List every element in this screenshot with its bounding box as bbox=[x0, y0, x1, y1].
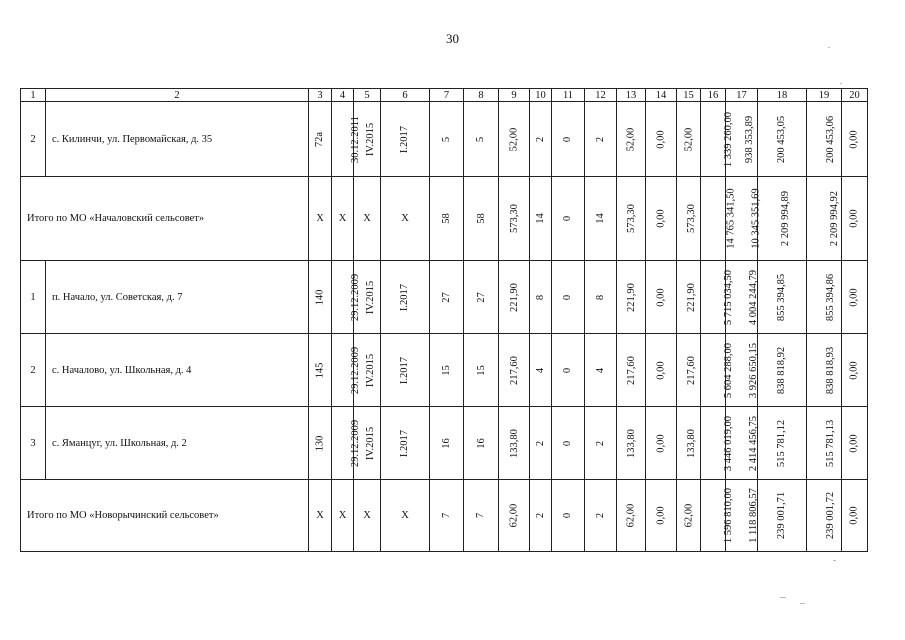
cell-value: 0 bbox=[562, 294, 574, 300]
cell-value: X bbox=[401, 213, 409, 224]
cell-col-12 bbox=[585, 480, 617, 552]
cell-col-9 bbox=[499, 480, 530, 552]
cell-col-7 bbox=[430, 177, 464, 261]
cell-value: 217,60 bbox=[508, 355, 520, 385]
cell-col-8 bbox=[464, 102, 499, 177]
cell-value: 515 781,12 bbox=[776, 419, 788, 467]
cell-col-18 bbox=[758, 102, 807, 177]
cell-value: 52,00 bbox=[625, 127, 637, 151]
cell-col-6 bbox=[381, 177, 430, 261]
header-cell: 15 bbox=[677, 89, 701, 102]
address-cell: с. Килинчи, ул. Первомайская, д. 35 bbox=[46, 102, 309, 177]
cell-value: 145 bbox=[314, 362, 326, 378]
cell-col-6 bbox=[381, 480, 430, 552]
cell-value: 2 bbox=[595, 136, 606, 142]
cell-value: 0,00 bbox=[655, 433, 667, 453]
total-row bbox=[21, 480, 868, 552]
cell-value: X bbox=[401, 510, 409, 521]
cell-col-9 bbox=[499, 407, 530, 480]
cell-col-10 bbox=[530, 480, 552, 552]
cell-col-15 bbox=[677, 177, 701, 261]
cell-value: 573,30 bbox=[508, 204, 520, 233]
cell-value: 0 bbox=[562, 512, 574, 519]
address-cell: с. Началово, ул. Школьная, д. 4 bbox=[46, 334, 309, 407]
cell-col-8 bbox=[464, 407, 499, 480]
cell-value: 0,00 bbox=[849, 209, 860, 228]
cell-col-19 bbox=[807, 480, 842, 552]
cell-value: I.2017 bbox=[399, 356, 411, 384]
cell-col-10 bbox=[530, 102, 552, 177]
cell-value: 1 339 260,00 bbox=[723, 111, 735, 167]
cell-value: 573,30 bbox=[685, 204, 697, 233]
cell-col-12 bbox=[585, 407, 617, 480]
cell-col-20 bbox=[842, 334, 868, 407]
cell-value: 4 004 244,79 bbox=[748, 269, 760, 325]
cell-value: X bbox=[316, 213, 324, 224]
cell-col-3 bbox=[309, 261, 332, 334]
table-row bbox=[21, 102, 868, 177]
cell-value: 7 bbox=[441, 512, 452, 519]
cell-value: 27 bbox=[441, 291, 452, 303]
cell-value: 16 bbox=[475, 437, 487, 449]
cell-col-7 bbox=[430, 480, 464, 552]
cell-col-12 bbox=[585, 102, 617, 177]
cell-value: 2 209 994,92 bbox=[829, 190, 841, 247]
cell-value: IV.2015 bbox=[365, 426, 377, 460]
cell-value: IV.2015 bbox=[365, 353, 377, 387]
cell-value: 15 bbox=[475, 364, 487, 376]
cell-value: 5 715 034,50 bbox=[723, 269, 735, 325]
cell-col-8 bbox=[464, 177, 499, 261]
cell-col-16 bbox=[701, 261, 735, 334]
cell-value: 0,00 bbox=[849, 360, 860, 380]
cell-col-6 bbox=[381, 102, 430, 177]
cell-col-18 bbox=[758, 261, 807, 334]
cell-col-16 bbox=[701, 177, 737, 261]
cell-value: 3 926 650,15 bbox=[748, 342, 760, 398]
cell-value: 217,60 bbox=[625, 355, 637, 385]
cell-value: 4 bbox=[595, 367, 606, 373]
cell-value: 0,00 bbox=[849, 287, 860, 307]
cell-value: 221,90 bbox=[508, 282, 520, 312]
cell-value: 14 765 341,50 bbox=[725, 188, 737, 249]
cell-value: 7 bbox=[475, 512, 487, 519]
cell-col-16 bbox=[701, 334, 735, 407]
scan-speck bbox=[833, 560, 836, 561]
cell-col-12 bbox=[585, 261, 617, 334]
cell-col-10 bbox=[530, 334, 552, 407]
cell-col-3 bbox=[309, 334, 332, 407]
cell-value: 938 353,89 bbox=[744, 115, 756, 163]
cell-col-7 bbox=[430, 102, 464, 177]
cell-value: 573,30 bbox=[625, 204, 637, 233]
cell-col-15 bbox=[677, 480, 701, 552]
cell-value: 200 453,05 bbox=[776, 115, 788, 163]
cell-col-19 bbox=[807, 102, 842, 177]
table-row bbox=[21, 261, 868, 334]
cell-col-15 bbox=[677, 407, 701, 480]
table-row bbox=[21, 407, 868, 480]
cell-value: 0,00 bbox=[655, 287, 667, 307]
cell-value: 2 414 456,75 bbox=[748, 415, 760, 471]
cell-col-15 bbox=[677, 102, 701, 177]
cell-value: 239 001,72 bbox=[825, 491, 837, 540]
cell-value: 0 bbox=[562, 136, 574, 142]
cell-col-13 bbox=[617, 177, 646, 261]
cell-value: 838 818,93 bbox=[825, 346, 837, 394]
cell-value: 29.12.2009 bbox=[350, 273, 362, 321]
header-cell: 6 bbox=[381, 89, 430, 102]
table-row bbox=[21, 334, 868, 407]
cell-col-7 bbox=[430, 261, 464, 334]
cell-value: 0 bbox=[562, 215, 574, 222]
cell-col-13 bbox=[617, 407, 646, 480]
cell-value: 58 bbox=[441, 213, 452, 224]
cell-col-6 bbox=[381, 334, 430, 407]
page-number: 30 bbox=[446, 31, 459, 46]
cell-col-11 bbox=[552, 261, 585, 334]
total-label: Итого по МО «Новорычинский сельсовет» bbox=[21, 480, 309, 552]
row-number: 1 bbox=[21, 261, 46, 334]
cell-value: X bbox=[363, 510, 371, 521]
cell-value: 1 596 810,00 bbox=[723, 487, 735, 544]
cell-col-11 bbox=[552, 102, 585, 177]
cell-value: 5 bbox=[441, 136, 452, 142]
cell-value: X bbox=[338, 510, 347, 521]
scan-speck bbox=[828, 47, 830, 48]
header-cell: 2 bbox=[46, 89, 309, 102]
cell-value: 27 bbox=[475, 291, 487, 303]
cell-col-8 bbox=[464, 261, 499, 334]
header-cell: 7 bbox=[430, 89, 464, 102]
cell-value: 130 bbox=[314, 435, 326, 451]
cell-value: 5 604 288,00 bbox=[723, 342, 735, 398]
cell-col-8 bbox=[464, 334, 499, 407]
cell-col-13 bbox=[617, 480, 646, 552]
cell-value: I.2017 bbox=[399, 283, 411, 311]
cell-value: 855 394,86 bbox=[825, 273, 837, 321]
cell-value: 0,00 bbox=[655, 506, 667, 525]
cell-value: X bbox=[316, 510, 324, 521]
cell-col-20 bbox=[842, 102, 868, 177]
cell-col-14 bbox=[646, 334, 677, 407]
cell-col-18 bbox=[758, 407, 807, 480]
cell-col-13 bbox=[617, 334, 646, 407]
cell-value: 0,00 bbox=[849, 433, 860, 453]
cell-value: 200 453,06 bbox=[825, 115, 837, 163]
cell-col-3 bbox=[309, 407, 332, 480]
cell-value: 2 bbox=[535, 512, 546, 519]
row-number: 3 bbox=[21, 407, 46, 480]
cell-value: 0,00 bbox=[655, 360, 667, 380]
header-cell: 11 bbox=[552, 89, 585, 102]
cell-col-20 bbox=[842, 407, 868, 480]
header-row bbox=[21, 89, 868, 102]
scan-speck bbox=[840, 83, 842, 84]
cell-col-13 bbox=[617, 261, 646, 334]
cell-col-19 bbox=[807, 407, 842, 480]
cell-col-8 bbox=[464, 480, 499, 552]
header-cell: 5 bbox=[354, 89, 381, 102]
cell-value: 14 bbox=[535, 213, 546, 224]
cell-col-4 bbox=[332, 261, 362, 334]
cell-value: 62,00 bbox=[625, 503, 637, 528]
cell-value: 133,80 bbox=[625, 428, 637, 458]
cell-col-20 bbox=[842, 480, 868, 552]
cell-col-14 bbox=[646, 177, 677, 261]
cell-col-9 bbox=[499, 102, 530, 177]
cell-col-9 bbox=[499, 177, 530, 261]
cell-value: 0 bbox=[562, 440, 574, 446]
cell-col-16 bbox=[701, 480, 735, 552]
cell-value: 14 bbox=[595, 213, 606, 224]
cell-value: 140 bbox=[314, 289, 326, 305]
cell-col-5 bbox=[354, 177, 381, 261]
cell-col-4 bbox=[332, 102, 361, 177]
cell-value: 10 345 351,69 bbox=[750, 188, 762, 249]
cell-value: 515 781,13 bbox=[825, 419, 837, 467]
cell-value: 0,00 bbox=[849, 506, 860, 525]
cell-value: 29.12.2009 bbox=[350, 346, 362, 394]
cell-col-3 bbox=[309, 102, 332, 177]
cell-col-13 bbox=[617, 102, 646, 177]
header-cell: 16 bbox=[701, 89, 726, 102]
cell-col-11 bbox=[552, 480, 585, 552]
cell-value: X bbox=[338, 213, 347, 224]
cell-col-4 bbox=[332, 480, 354, 552]
header-cell: 3 bbox=[309, 89, 332, 102]
cell-value: 58 bbox=[475, 213, 487, 224]
cell-col-18 bbox=[758, 480, 807, 552]
cell-value: 2 bbox=[535, 440, 546, 446]
cell-col-20 bbox=[842, 177, 868, 261]
cell-value: 62,00 bbox=[508, 503, 520, 528]
cell-col-14 bbox=[646, 480, 677, 552]
cell-value: I.2017 bbox=[399, 429, 411, 457]
cell-value: 855 394,85 bbox=[776, 273, 788, 321]
cell-value: 2 bbox=[535, 136, 546, 142]
cell-value: 8 bbox=[535, 294, 546, 300]
cell-col-11 bbox=[552, 334, 585, 407]
total-label: Итого по МО «Началовский сельсовет» bbox=[21, 177, 309, 261]
header-cell: 12 bbox=[585, 89, 617, 102]
cell-col-3 bbox=[309, 480, 332, 552]
cell-value: 0,00 bbox=[655, 129, 667, 149]
cell-col-10 bbox=[530, 407, 552, 480]
cell-value: 15 bbox=[441, 364, 452, 376]
cell-value: 0,00 bbox=[849, 129, 860, 149]
cell-col-6 bbox=[381, 261, 430, 334]
cell-value: 221,90 bbox=[625, 282, 637, 312]
total-row bbox=[21, 177, 868, 261]
cell-col-7 bbox=[430, 334, 464, 407]
scan-speck bbox=[800, 603, 805, 604]
cell-value: 133,80 bbox=[508, 428, 520, 458]
header-cell: 9 bbox=[499, 89, 530, 102]
cell-value: IV.2015 bbox=[365, 122, 377, 156]
header-cell: 19 bbox=[807, 89, 842, 102]
cell-value: 133,80 bbox=[685, 428, 697, 458]
cell-value: 0,00 bbox=[655, 209, 667, 228]
header-cell: 18 bbox=[758, 89, 807, 102]
cell-col-10 bbox=[530, 261, 552, 334]
header-cell: 10 bbox=[530, 89, 552, 102]
header-cell: 13 bbox=[617, 89, 646, 102]
cell-value: 16 bbox=[441, 437, 452, 449]
cell-col-11 bbox=[552, 407, 585, 480]
cell-value: 52,00 bbox=[683, 127, 695, 151]
cell-col-20 bbox=[842, 261, 868, 334]
scan-speck bbox=[780, 597, 786, 598]
cell-value: 52,00 bbox=[508, 127, 520, 151]
cell-value: 5 bbox=[475, 136, 487, 142]
header-cell: 4 bbox=[332, 89, 354, 102]
cell-col-9 bbox=[499, 261, 530, 334]
cell-value: 4 bbox=[535, 367, 546, 373]
cell-value: 2 bbox=[595, 440, 606, 446]
address-cell: п. Начало, ул. Советская, д. 7 bbox=[46, 261, 309, 334]
header-cell: 14 bbox=[646, 89, 677, 102]
cell-value: 62,00 bbox=[683, 503, 695, 528]
cell-value: X bbox=[363, 213, 371, 224]
cell-value: 0 bbox=[562, 367, 574, 373]
cell-value: 8 bbox=[595, 294, 606, 300]
cell-value: 221,90 bbox=[685, 282, 697, 312]
cell-value: 1 118 806,57 bbox=[747, 488, 759, 543]
cell-col-4 bbox=[332, 334, 362, 407]
cell-col-15 bbox=[677, 334, 701, 407]
cell-value: 3 446 019,00 bbox=[723, 415, 735, 471]
cell-col-16 bbox=[701, 102, 735, 177]
cell-col-12 bbox=[585, 334, 617, 407]
cell-value: 30.12.2011 bbox=[349, 115, 361, 163]
cell-value: 2 bbox=[595, 512, 606, 519]
cell-value: 838 818,92 bbox=[776, 346, 788, 394]
cell-col-12 bbox=[585, 177, 617, 261]
cell-col-11 bbox=[552, 177, 585, 261]
cell-col-18 bbox=[758, 177, 807, 261]
cell-value: IV.2015 bbox=[365, 280, 377, 314]
row-number: 2 bbox=[21, 334, 46, 407]
cell-value: 72а bbox=[314, 131, 326, 147]
cell-value: 217,60 bbox=[685, 355, 697, 385]
cell-value: I.2017 bbox=[399, 125, 411, 153]
header-cell: 1 bbox=[21, 89, 46, 102]
address-cell: с. Яманцуг, ул. Школьная, д. 2 bbox=[46, 407, 309, 480]
cell-col-3 bbox=[309, 177, 332, 261]
cell-col-5 bbox=[354, 480, 381, 552]
cell-value: 29.12.2009 bbox=[350, 419, 362, 467]
cell-col-9 bbox=[499, 334, 530, 407]
row-number: 2 bbox=[21, 102, 46, 177]
cell-col-14 bbox=[646, 261, 677, 334]
cell-col-14 bbox=[646, 407, 677, 480]
cell-col-4 bbox=[332, 407, 362, 480]
cell-col-18 bbox=[758, 334, 807, 407]
cell-col-10 bbox=[530, 177, 552, 261]
header-cell: 8 bbox=[464, 89, 499, 102]
cell-col-4 bbox=[332, 177, 354, 261]
cell-col-15 bbox=[677, 261, 701, 334]
cell-col-6 bbox=[381, 407, 430, 480]
header-cell: 20 bbox=[842, 89, 868, 102]
cell-value: 239 001,71 bbox=[776, 491, 788, 540]
cell-col-14 bbox=[646, 102, 677, 177]
register-table bbox=[20, 88, 868, 552]
cell-col-19 bbox=[807, 334, 842, 407]
cell-col-7 bbox=[430, 407, 464, 480]
cell-col-16 bbox=[701, 407, 735, 480]
cell-value: 2 209 994,89 bbox=[780, 190, 792, 247]
header-cell: 17 bbox=[726, 89, 758, 102]
cell-col-19 bbox=[807, 261, 842, 334]
cell-col-19 bbox=[807, 177, 842, 261]
